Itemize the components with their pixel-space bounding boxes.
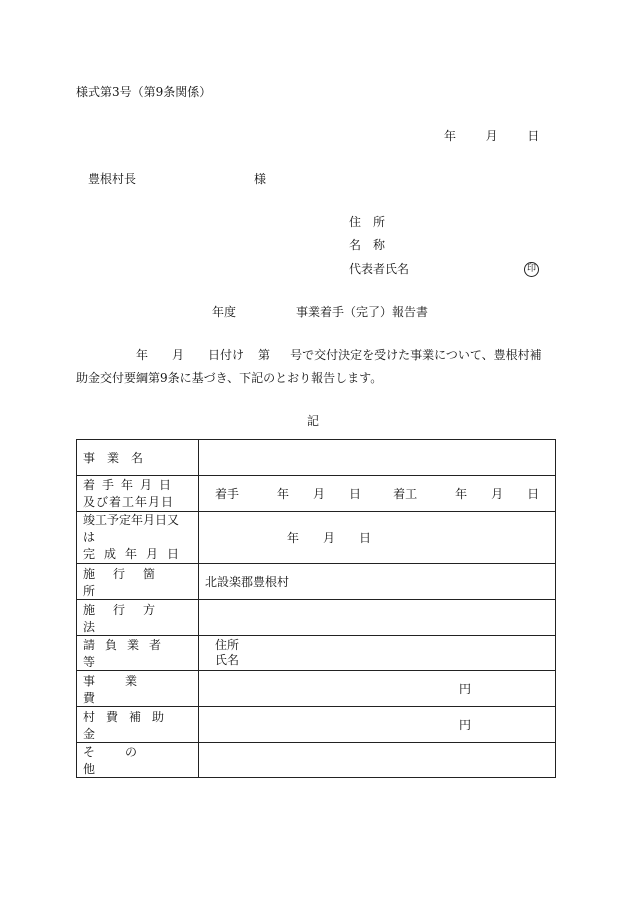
table-row	[77, 440, 556, 476]
row-label: 村費補助金	[77, 707, 199, 743]
row-label: 施行方法	[77, 600, 199, 636]
ki-heading: 記	[307, 414, 320, 428]
row-label: その他	[77, 743, 199, 778]
table-row	[77, 636, 556, 671]
row-value: 着手 年 月 日 着工 年 月 日	[199, 476, 556, 512]
report-fiscal-year: 年度	[212, 305, 237, 319]
applicant-address-label: 住 所	[349, 215, 386, 229]
row-value	[199, 440, 556, 476]
row-value: 円	[199, 671, 556, 707]
row-value: 年 月 日	[199, 512, 556, 564]
seal-mark: 印	[524, 262, 539, 277]
body-line-1: 年 月 日付け 第 号で交付決定を受けた事業について、豊根村補	[136, 348, 542, 362]
table-row	[77, 707, 556, 743]
row-label: 竣工予定年月日又は 完成年月日	[77, 512, 199, 564]
body-line-2: 助金交付要綱第9条に基づき、下記のとおり報告します。	[76, 371, 383, 385]
row-value: 住所 氏名	[199, 636, 556, 671]
table-row	[77, 600, 556, 636]
date-day: 日	[527, 129, 540, 143]
table-row	[77, 512, 556, 564]
row-value	[199, 600, 556, 636]
addressee-title: 豊根村長	[88, 172, 137, 186]
table-row	[77, 671, 556, 707]
table-row	[77, 743, 556, 778]
row-value: 円	[199, 707, 556, 743]
report-title: 事業着手（完了）報告書	[296, 305, 429, 319]
row-value	[199, 743, 556, 778]
row-label: 事業費	[77, 671, 199, 707]
date-line	[444, 128, 539, 144]
date-year: 年	[444, 129, 457, 143]
addressee-honorific: 様	[254, 172, 267, 186]
table-row	[77, 564, 556, 600]
row-label: 着手年月日 及び着工年月日	[77, 476, 199, 512]
row-value: 北設楽郡豊根村	[199, 564, 556, 600]
table-row	[77, 476, 556, 512]
applicant-name-label: 名 称	[349, 238, 386, 252]
row-label: 事 業 名	[77, 440, 199, 476]
report-table	[76, 439, 556, 778]
form-number: 様式第3号（第9条関係）	[76, 85, 212, 99]
row-label: 請負業者等	[77, 636, 199, 671]
applicant-rep-label: 代表者氏名	[349, 262, 410, 276]
row-label: 施行箇所	[77, 564, 199, 600]
date-month: 月	[485, 129, 498, 143]
